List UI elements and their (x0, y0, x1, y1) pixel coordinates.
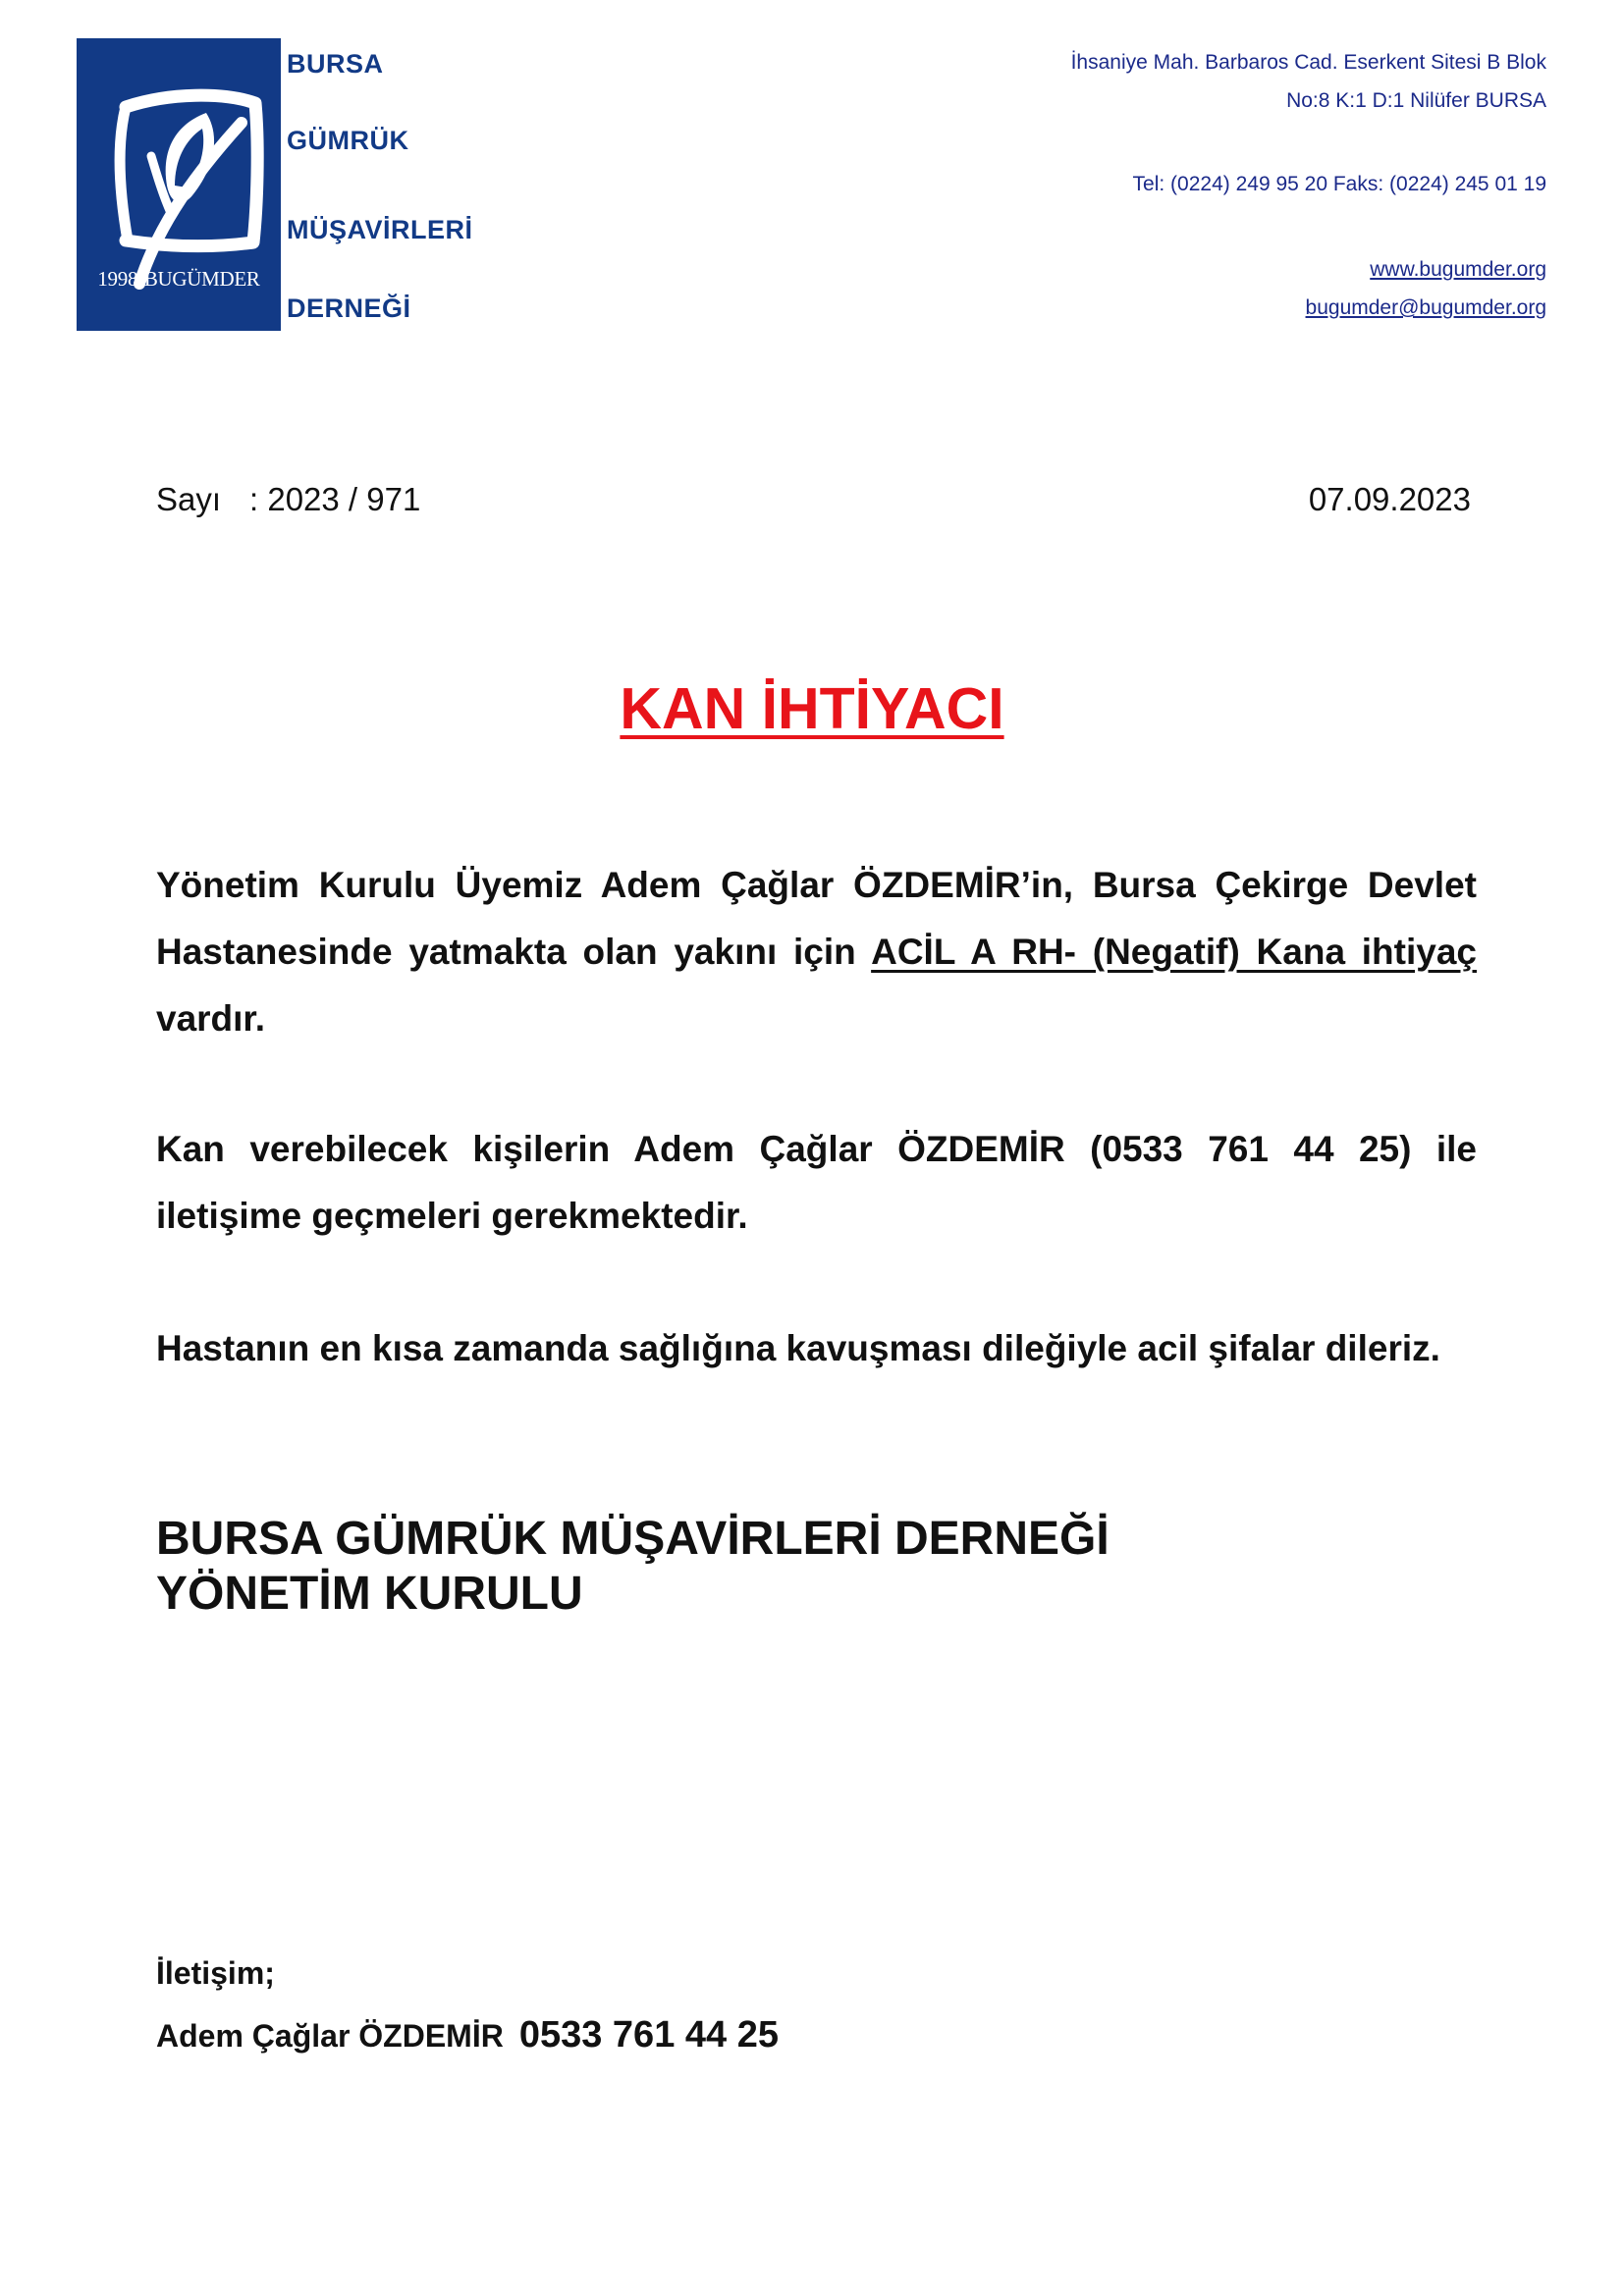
signature-line-2: YÖNETİM KURULU (156, 1568, 583, 1620)
paragraph-1-part-2: vardır. (156, 998, 266, 1039)
org-name-word-3: MÜŞAVİRLERİ (287, 215, 473, 244)
phone-fax: Tel: (0224) 249 95 20 Faks: (0224) 245 01 19 (1132, 173, 1546, 195)
org-name-word-2: GÜMRÜK (287, 126, 409, 155)
paragraph-3: Hastanın en kısa zamanda sağlığına kavuşması dileğiyle acil şifalar dileriz. (156, 1328, 1440, 1368)
reference-line (156, 481, 1471, 518)
paragraph-2: Kan verebilecek kişilerin Adem Çağlar ÖZDEMİR (0533 761 44 25) ile iletişime geçmeleri gerekmektedir. (156, 1129, 1477, 1236)
reference-number: : 2023 / 971 (249, 481, 421, 517)
reference-label: Sayı (156, 481, 222, 517)
contact-name: Adem Çağlar ÖZDEMİR (156, 2018, 504, 2054)
document-date: 07.09.2023 (1308, 481, 1471, 517)
paragraph-1 (156, 852, 1477, 1052)
website-link[interactable]: www.bugumder.org (1370, 258, 1546, 281)
contact-person (156, 2014, 779, 2056)
email-link[interactable]: bugumder@bugumder.org (1305, 296, 1546, 319)
contact-heading: İletişim; (156, 1955, 275, 1991)
signature-line-1: BURSA GÜMRÜK MÜŞAVİRLERİ DERNEĞİ (156, 1513, 1110, 1565)
address-line-2: No:8 K:1 D:1 Nilüfer BURSA (1286, 89, 1546, 112)
logo-caption: 1998-BUGÜMDER (97, 267, 260, 291)
paragraph-1-part-1: Yönetim Kurulu Üyemiz Adem Çağlar ÖZDEMİR’in, Bursa Çekirge Devlet Hastanesinde yatmakta olan yakını için (156, 865, 1477, 972)
paragraph-1-emphasis: ACİL A RH- (Negatif) Kana ihtiyaç (871, 932, 1477, 972)
association-logo (77, 38, 281, 331)
address-line-1: İhsaniye Mah. Barbaros Cad. Eserkent Sitesi B Blok (1070, 51, 1546, 74)
org-name-word-1: BURSA (287, 49, 384, 79)
document-title: KAN İHTİYACI (620, 676, 1004, 741)
org-name-word-4: DERNEĞİ (287, 294, 411, 323)
contact-phone: 0533 761 44 25 (518, 2014, 779, 2056)
